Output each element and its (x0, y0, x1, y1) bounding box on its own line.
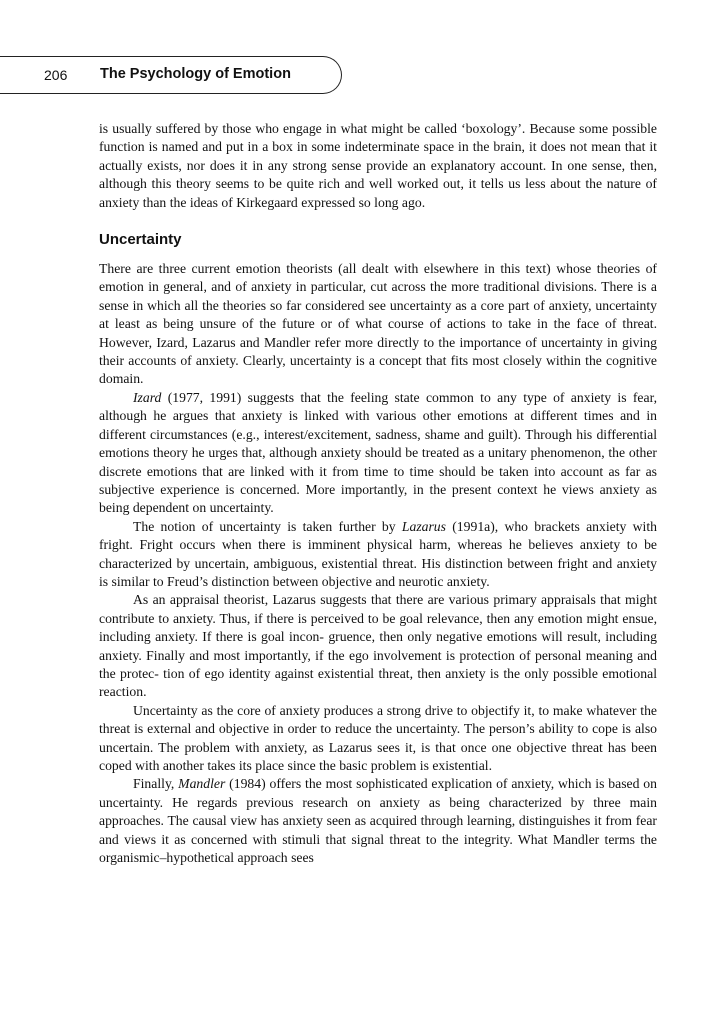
paragraph-lead-text: The notion of uncertainty is taken further by (133, 518, 402, 534)
book-title: The Psychology of Emotion (100, 66, 291, 82)
page-number: 206 (44, 67, 68, 83)
paragraph-text: There are three current emotion theorists (all dealt with elsewhere in this text) whose theories of emotion in general, and of anxiety in particular, cut across the more traditional divisions. There is a sense in which all the theories so far considered see uncertainty as a core part of anxiety, uncertainty at least as being unsure of the future or of what course of actions to take in the face of threat. However, Izard, Lazarus and Mandler refer more directly to the importance of uncertainty in giving their accounts of anxiety. Clearly, uncertainty is a concept that fits most closely within the cognitive domain. (99, 261, 657, 387)
author-reference-lazarus: Lazarus (401, 518, 446, 534)
running-head (0, 56, 342, 94)
paragraph-lazarus (99, 518, 657, 592)
author-reference-izard: Izard (133, 389, 162, 405)
paragraph-text: (1984) offers the most sophisticated explication of anxiety, which is based on uncertainty. He regards previous research on anxiety as being characterized by three main approaches. The causal view has anxiety seen as acquired through learning, distinguishes it from fear and views it as concerned with stimuli that signal threat to the integrity. What Mandler terms the organismic–hypothetical approach sees (99, 776, 657, 866)
paragraph-lead-text: Finally, (133, 776, 179, 792)
paragraph-objectify (99, 702, 657, 776)
page-body (99, 120, 657, 867)
paragraph-text: (1991a), who brackets anxiety with fright. Fright occurs when there is imminent physical harm, whereas he believes anxiety to be characterized by uncertain, ambiguous, existential threat. His distinction between fright and anxiety is similar to Freud’s distinction between objective and neurotic anxiety. (99, 518, 657, 589)
paragraph-text: Uncertainty as the core of anxiety produces a strong drive to objectify it, to make whatever the threat is external and objective in order to reduce the uncertainty. The person’s ability to cope is also uncertain. The problem with anxiety, as Lazarus sees it, is that once one objective threat has been coped with another takes its place since the basic problem is existential. (99, 702, 657, 773)
paragraph-appraisal (99, 591, 657, 701)
paragraph-text: (1977, 1991) suggests that the feeling state common to any type of anxiety is fear, although he argues that anxiety is linked with various other emotions at different times and in different circumstances (e.g., interest/excitement, sadness, shame and guilt). Through his differential emotions theory he urges that, although anxiety should be treated as a unitary phenomenon, the other discrete emotions that are linked with it from time to time should be taken into account as far as subjective experience is concerned. More importantly, in the present context he views anxiety as being dependent on uncertainty. (99, 389, 657, 516)
opening-paragraph: is usually suffered by those who engage in what might be called ‘boxology’. Because some possible function is named and put in a box in some indeterminate space in the brain, it does not mean that it actually exists, nor does it in any strong sense provide an explanatory account. In one sense, then, although this theory seems to be quite rich and well worked out, it tells us less about the nature of anxiety than the ideas of Kirkegaard expressed so long ago. (99, 121, 657, 210)
paragraph-izard (99, 389, 657, 518)
section-heading: Uncertainty (99, 231, 182, 249)
paragraph-text: As an appraisal theorist, Lazarus suggests that there are various primary appraisals that might contribute to anxiety. Thus, if there is perceived to be goal relevance, then any emotion might ensue, including anxiety. If there is goal incon- gruence, then only negative emotions will result, including anxiety. Finally and most importantly, if the ego involvement is protection of personal meaning and the protec- tion of ego identity against existential threat, then anxiety is the only possible emotional reaction. (99, 592, 657, 700)
paragraph-mandler (99, 775, 657, 867)
paragraph-uncertainty-intro (99, 260, 657, 389)
author-reference-mandler: Mandler (178, 776, 226, 792)
